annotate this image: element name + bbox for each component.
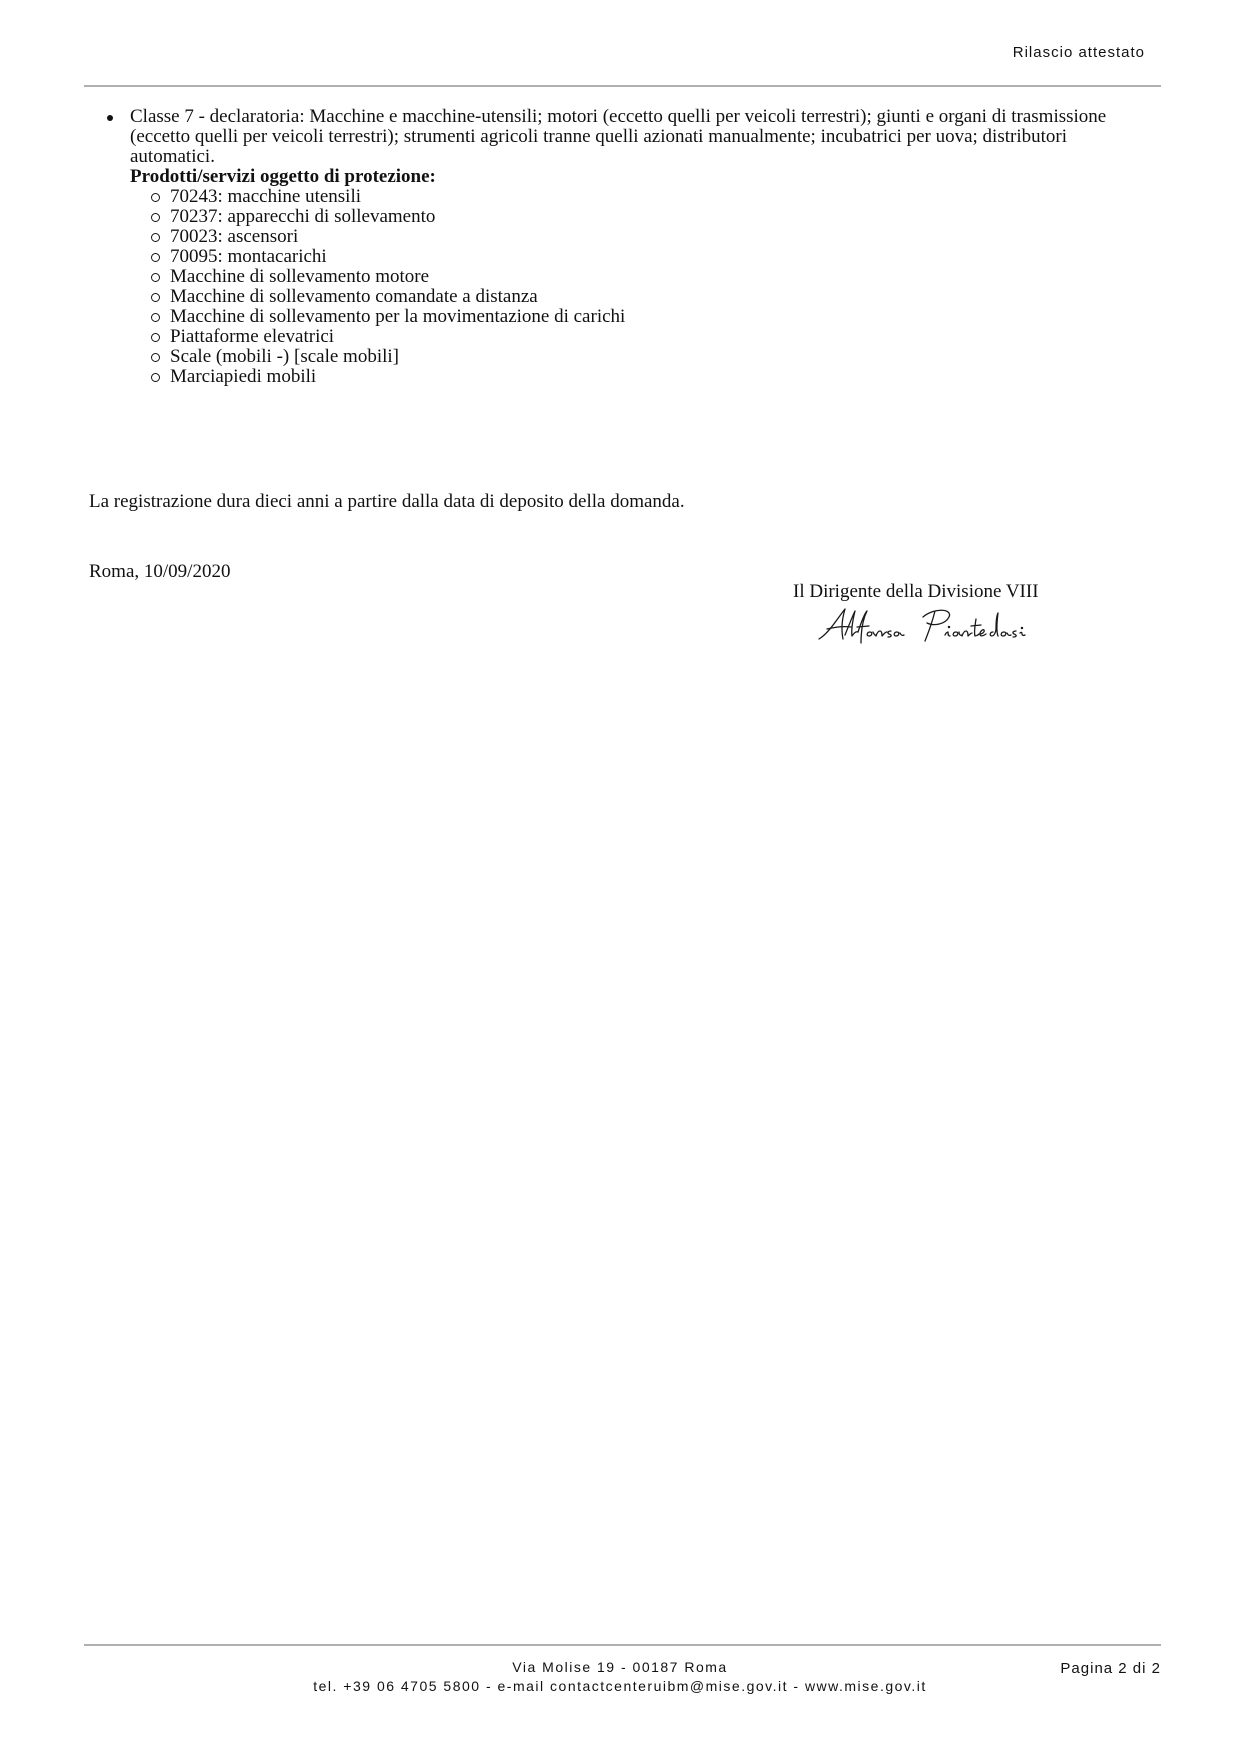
- footer-divider: [84, 1644, 1161, 1646]
- product-item: 70237: apparecchi di sollevamento: [170, 207, 1149, 227]
- footer-contacts: tel. +39 06 4705 5800 - e-mail contactcenteruibm@mise.gov.it - www.mise.gov.it: [313, 1678, 927, 1694]
- footer-contact-block: [0, 1658, 1240, 1696]
- class-list: [89, 107, 1149, 387]
- product-item: Macchine di sollevamento comandate a distanza: [170, 287, 1149, 307]
- product-list: [130, 187, 1149, 387]
- signatory-title: Il Dirigente della Divisione VIII: [793, 581, 1039, 602]
- product-item: Scale (mobili -) [scale mobili]: [170, 347, 1149, 367]
- page-header-title: Rilascio attestato: [1012, 44, 1145, 61]
- header-divider: [84, 85, 1161, 87]
- page-number: Pagina 2 di 2: [1060, 1660, 1161, 1677]
- product-item: 70243: macchine utensili: [170, 187, 1149, 207]
- product-item: Macchine di sollevamento motore: [170, 267, 1149, 287]
- place-and-date: Roma, 10/09/2020: [89, 561, 231, 582]
- product-item: Macchine di sollevamento per la movimentazione di carichi: [170, 307, 1149, 327]
- class-item: [130, 107, 1149, 387]
- product-item: 70023: ascensori: [170, 227, 1149, 247]
- product-item: Marciapiedi mobili: [170, 367, 1149, 387]
- footer-address: Via Molise 19 - 00187 Roma: [512, 1659, 728, 1675]
- registration-duration-text: La registrazione dura dieci anni a partire dalla data di deposito della domanda.: [89, 491, 685, 512]
- product-item: Piattaforme elevatrici: [170, 327, 1149, 347]
- product-item: 70095: montacarichi: [170, 247, 1149, 267]
- class-description: Classe 7 - declaratoria: Macchine e macchine-utensili; motori (eccetto quelli per veicoli terrestri); giunti e organi di trasmissione (eccetto quelli per veicoli terrestri); strumenti agricoli tranne quelli azionati manualmente; incubatrici per uova; distributori automatici.: [130, 106, 1107, 167]
- document-body: [89, 107, 1149, 387]
- products-heading: Prodotti/servizi oggetto di protezione:: [130, 166, 436, 187]
- handwritten-signature: [815, 605, 1045, 647]
